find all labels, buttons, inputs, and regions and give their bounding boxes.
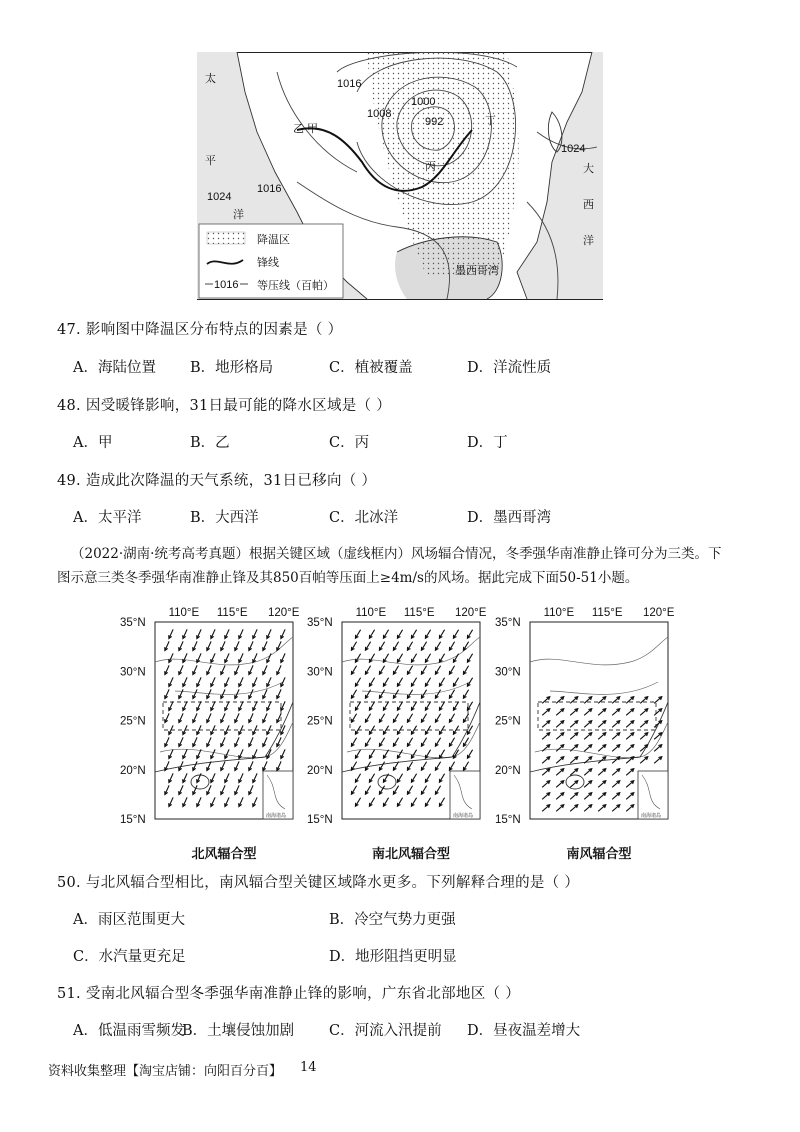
y-tick-label: 30°N bbox=[495, 666, 521, 679]
ocean-label: 洋 bbox=[233, 209, 244, 221]
ocean-label: 洋 bbox=[583, 235, 594, 247]
option-b: B．大西洋 bbox=[190, 510, 259, 526]
question-text: 造成此次降温的天气系统，31日已移向（ ） bbox=[85, 473, 377, 489]
option-d: D．丁 bbox=[467, 435, 508, 451]
option-c: C．水汽量更充足 bbox=[73, 949, 186, 965]
option-b: B．乙 bbox=[190, 435, 230, 451]
option-d: D．墨西哥湾 bbox=[467, 510, 552, 526]
wind-maps-svg bbox=[120, 600, 700, 860]
region-label-yi: 乙 bbox=[293, 123, 304, 135]
y-tick-label: 20°N bbox=[307, 764, 333, 777]
inset-label: 南海诸岛 bbox=[453, 813, 474, 819]
x-tick-label: 110°E bbox=[355, 607, 387, 619]
inset-label: 南海诸岛 bbox=[266, 813, 287, 819]
option-a: A．甲 bbox=[73, 435, 113, 451]
south-china-sea-inset bbox=[450, 771, 480, 819]
question-48 bbox=[57, 394, 391, 415]
option-c: C．北冰洋 bbox=[329, 510, 399, 526]
gulf-label: 墨西哥湾 bbox=[455, 265, 499, 277]
legend-isobar-sample: 1016 bbox=[214, 279, 239, 291]
option-c: C．河流入汛提前 bbox=[329, 1023, 442, 1039]
legend-front-label: 锋线 bbox=[257, 257, 279, 269]
south-china-sea-inset bbox=[263, 771, 293, 819]
y-tick-label: 35°N bbox=[307, 617, 333, 629]
isobar-label: 1024 bbox=[561, 143, 586, 155]
panel-caption: 南北风辐合型 bbox=[371, 847, 451, 860]
option-b: B．土壤侵蚀加剧 bbox=[182, 1023, 295, 1039]
x-tick-label: 120°E bbox=[454, 607, 487, 619]
question-text: 影响图中降温区分布特点的因素是（ ） bbox=[85, 322, 343, 338]
x-tick-label: 110°E bbox=[168, 607, 200, 619]
x-tick-label: 110°E bbox=[543, 607, 575, 619]
region-label-ding: 丁 bbox=[485, 115, 496, 127]
question-50 bbox=[57, 871, 579, 892]
option-b: B．地形格局 bbox=[190, 360, 274, 376]
y-tick-label: 25°N bbox=[495, 715, 521, 728]
isobar-label: 1016 bbox=[337, 78, 362, 90]
panel-caption: 南风辐合型 bbox=[566, 847, 632, 860]
question-number: 50. bbox=[57, 875, 81, 891]
option-d: D．地形阻挡更明显 bbox=[329, 949, 457, 965]
ocean-label: 西 bbox=[583, 199, 594, 211]
ocean-label: 太 bbox=[205, 73, 216, 85]
isobar-label: 1024 bbox=[207, 191, 232, 203]
intro-line-1: （2022·湖南·统考高考真题）根据关键区域（虚线框内）风场辐合情况，冬季强华南准静止锋可分为三类。下 bbox=[71, 546, 722, 562]
material-intro bbox=[57, 542, 757, 590]
option-d: D．洋流性质 bbox=[467, 360, 552, 376]
y-tick-label: 15°N bbox=[307, 814, 333, 826]
region-label-bing: 丙 bbox=[425, 161, 436, 173]
y-tick-label: 30°N bbox=[307, 666, 333, 679]
x-tick-label: 115°E bbox=[216, 607, 248, 619]
y-tick-label: 35°N bbox=[495, 617, 521, 629]
x-tick-label: 120°E bbox=[267, 607, 300, 619]
y-tick-label: 35°N bbox=[120, 617, 146, 629]
footer-source: 资料收集整理【淘宝店铺：向阳百分百】 bbox=[48, 1064, 283, 1079]
wind-field-maps bbox=[120, 600, 700, 860]
y-tick-label: 15°N bbox=[120, 814, 146, 826]
page-number: 14 bbox=[300, 1060, 317, 1075]
question-number: 51. bbox=[57, 986, 81, 1002]
option-a: A．太平洋 bbox=[73, 510, 142, 526]
x-tick-label: 115°E bbox=[591, 607, 623, 619]
question-number: 49. bbox=[57, 473, 81, 489]
y-tick-label: 20°N bbox=[120, 764, 146, 777]
question-47 bbox=[57, 318, 342, 339]
question-text: 与北风辐合型相比，南风辐合型关键区域降水更多。下列解释合理的是（ ） bbox=[85, 875, 580, 891]
question-text: 因受暖锋影响，31日最可能的降水区域是（ ） bbox=[85, 398, 392, 414]
region-label-jia: 甲 bbox=[307, 123, 318, 135]
x-tick-label: 115°E bbox=[403, 607, 435, 619]
y-tick-label: 15°N bbox=[495, 814, 521, 826]
isobar-label: 1008 bbox=[367, 108, 392, 120]
option-b: B．冷空气势力更强 bbox=[329, 912, 456, 928]
option-c: C．植被覆盖 bbox=[329, 360, 413, 376]
question-text: 受南北风辐合型冬季强华南准静止锋的影响，广东省北部地区（ ） bbox=[85, 986, 520, 1002]
intro-line-2: 图示意三类冬季强华南准静止锋及其850百帕等压面上≥4m/s的风场。据此完成下面50-51小题。 bbox=[57, 570, 639, 586]
inset-label: 南海诸岛 bbox=[641, 813, 662, 819]
legend-isobar-label: 等压线（百帕） bbox=[257, 280, 334, 292]
south-china-sea-inset bbox=[638, 771, 668, 819]
x-tick-label: 120°E bbox=[642, 607, 675, 619]
ocean-label: 平 bbox=[205, 155, 216, 167]
question-51 bbox=[57, 982, 520, 1003]
y-tick-label: 25°N bbox=[120, 715, 146, 728]
option-a: A．海陆位置 bbox=[73, 360, 156, 376]
question-number: 47. bbox=[57, 322, 81, 338]
y-tick-label: 20°N bbox=[495, 764, 521, 777]
option-a: A．雨区范围更大 bbox=[73, 912, 185, 928]
option-c: C．丙 bbox=[329, 435, 370, 451]
y-tick-label: 30°N bbox=[120, 666, 146, 679]
option-d: D．昼夜温差增大 bbox=[467, 1023, 581, 1039]
isobar-label: 1016 bbox=[257, 183, 282, 195]
y-tick-label: 25°N bbox=[307, 715, 333, 728]
panel-caption: 北风辐合型 bbox=[191, 847, 257, 860]
question-number: 48. bbox=[57, 398, 81, 414]
isobar-label: 992 bbox=[425, 116, 444, 128]
ocean-label: 大 bbox=[583, 163, 594, 175]
weather-map bbox=[197, 52, 603, 300]
question-49 bbox=[57, 469, 376, 490]
isobar-label: 1000 bbox=[411, 96, 436, 108]
legend-cooling-label: 降温区 bbox=[257, 234, 290, 246]
option-a: A．低温雨雪频发 bbox=[73, 1023, 185, 1039]
